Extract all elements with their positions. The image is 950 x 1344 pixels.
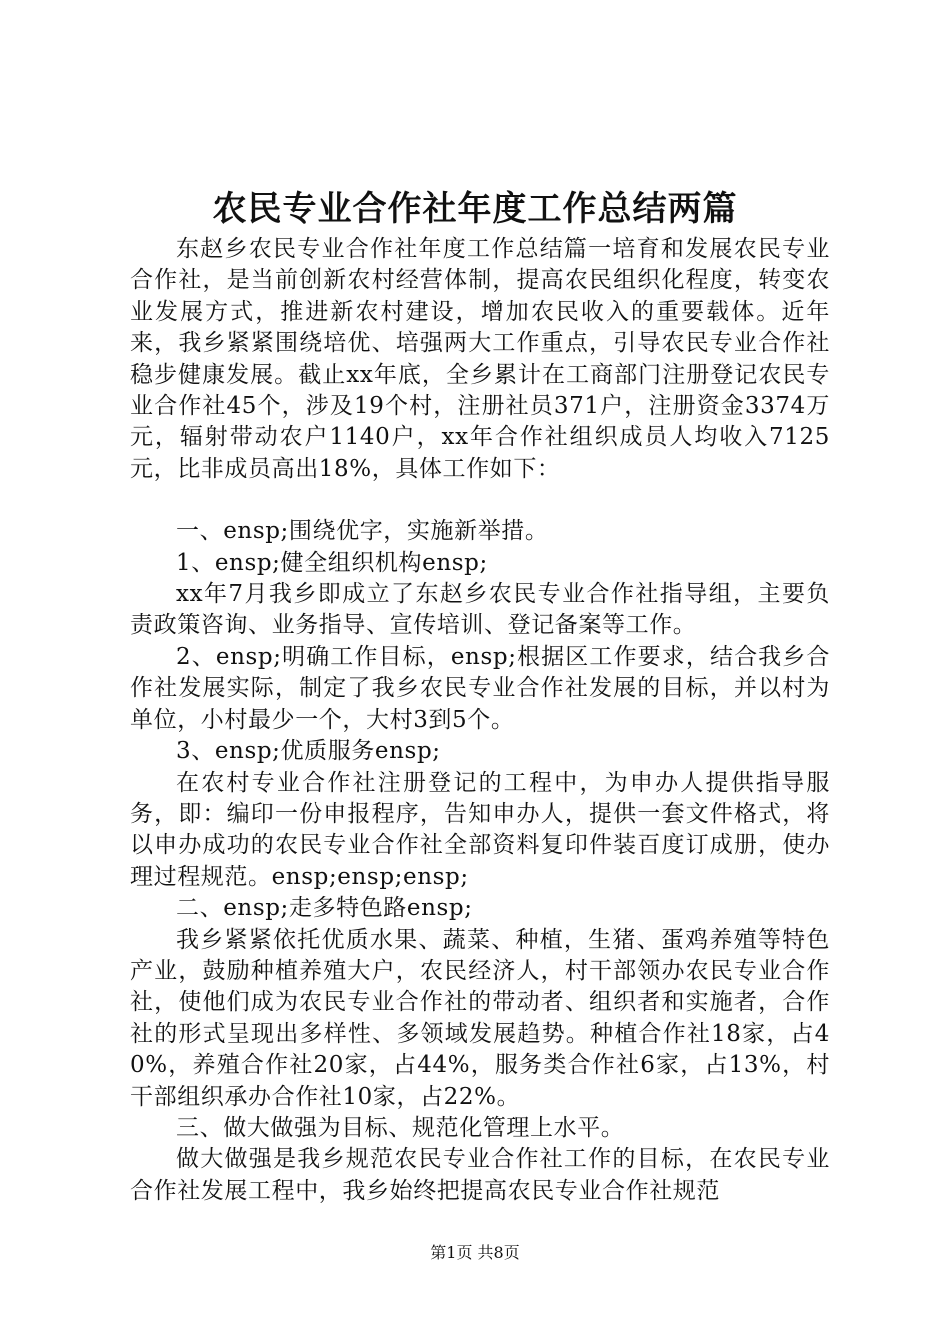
paragraph: 2、ensp;明确工作目标，ensp;根据区工作要求，结合我乡合作社发展实际，制定了我乡农民专业合作社发展的目标，并以村为单位，小村最少一个，大村3到5个。 [130,643,830,733]
paragraph: 东赵乡农民专业合作社年度工作总结篇一培育和发展农民专业合作社，是当前创新农村经营体制，提高农民组织化程度，转变农业发展方式，推进新农村建设，增加农民收入的重要载体。近年来，我乡紧紧围绕培优、培强两大工作重点，引导农民专业合作社稳步健康发展。截止xx年底，全乡累计在工商部门注册登记农民专业合作社45个，涉及19个村，注册社员371户，注册资金3374万元，辐射带动农户1140户，xx年合作社组织成员人均收入7125元，比非成员高出18%，具体工作如下： [130,236,830,482]
paragraph: 3、ensp;优质服务ensp; [176,738,441,765]
document-title: 农民专业合作社年度工作总结两篇 [212,189,738,229]
paragraph: 做大做强是我乡规范农民专业合作社工作的目标，在农民专业合作社发展工程中，我乡始终把提高农民专业合作社规范 [130,1146,830,1204]
page-number-footer: 第1页 共8页 [430,1243,520,1262]
paragraph: 二、ensp;走多特色路ensp; [176,895,473,922]
document-body [130,234,830,1207]
paragraph-gap [130,485,830,516]
paragraph: 三、做大做强为目标、规范化管理上水平。 [176,1114,625,1141]
paragraph: xx年7月我乡即成立了东赵乡农民专业合作社指导组，主要负责政策咨询、业务指导、宣传培训、登记备案等工作。 [130,581,830,639]
paragraph: 在农村专业合作社注册登记的工程中，为申办人提供指导服务，即：编印一份申报程序，告知申办人，提供一套文件格式，将以申办成功的农民专业合作社全部资料复印件装百度订成册，使办理过程规范。ensp;ensp;ensp; [130,769,830,890]
paragraph: 1、ensp;健全组织机构ensp; [176,549,488,576]
paragraph: 我乡紧紧依托优质水果、蔬菜、种植，生猪、蛋鸡养殖等特色产业，鼓励种植养殖大户，农民经济人，村干部领办农民专业合作社，使他们成为农民专业合作社的带动者、组织者和实施者，合作社的形式呈现出多样性、多领域发展趋势。种植合作社18家，占40%，养殖合作社20家，占44%，服务类合作社6家，占13%，村干部组织承办合作社10家，占22%。 [130,926,830,1110]
paragraph: 一、ensp;围绕优字，实施新举措。 [176,518,549,545]
